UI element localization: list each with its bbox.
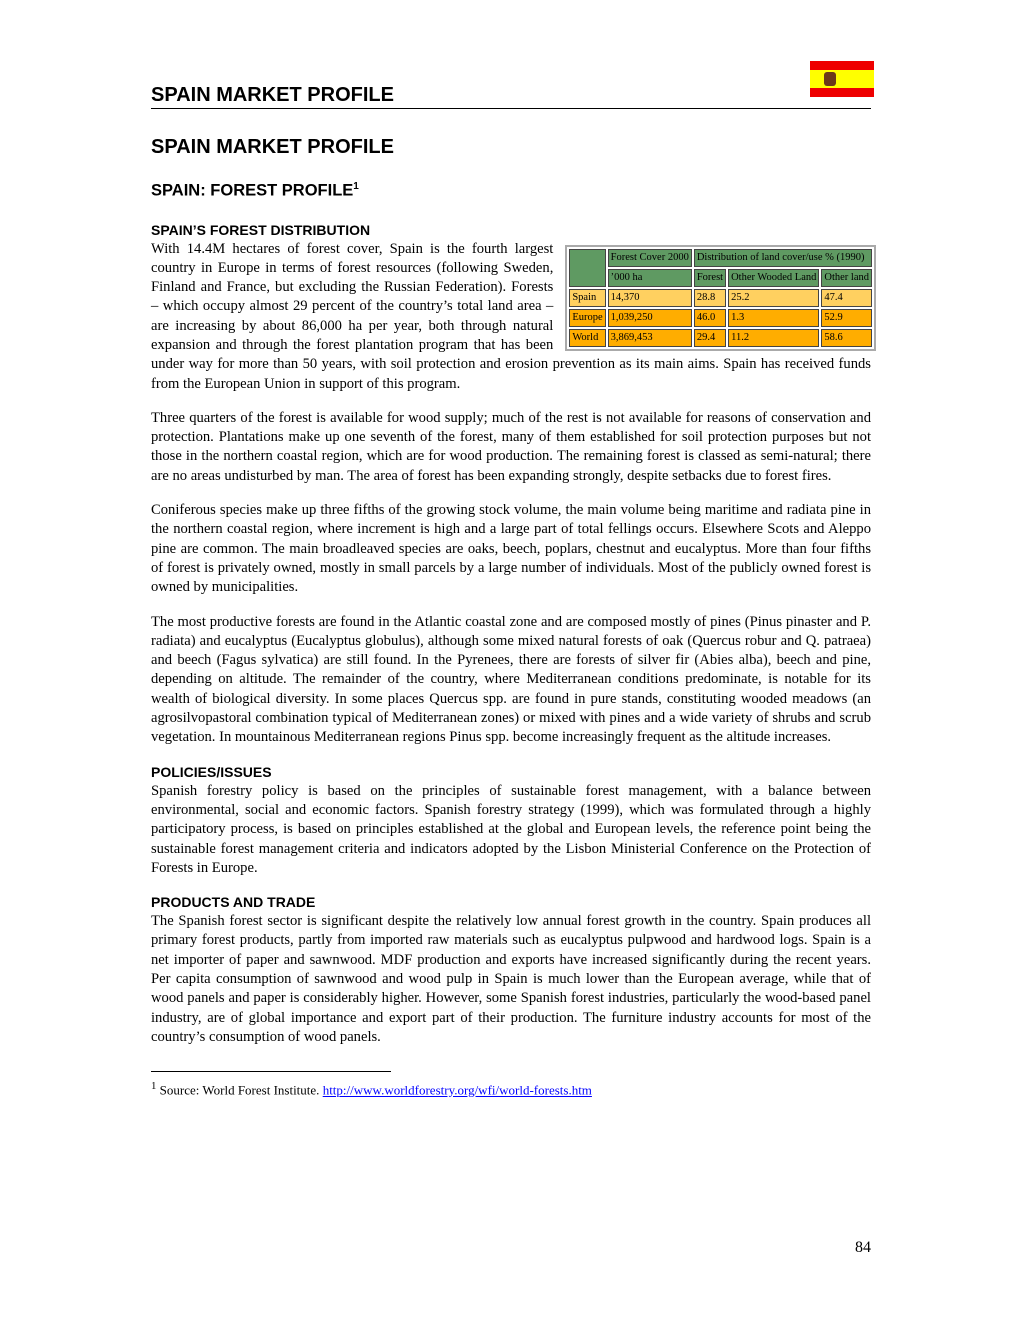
footnote-link[interactable]: http://www.worldforestry.org/wfi/world-forests.htm [322,1082,592,1098]
paragraph: With 14.4M hectares of forest cover, Spain is the fourth largest country in Europe in terms of forest resources (following Sweden, Finland and France, but excluding the Russian Federation). Forests – which occupy almost 29 percent of the country’s total land area – are increasing by about 86,000 ha per year, both through natural expansion and through the forest plantation program that has been under way for more than 50 years, with soil protection and erosion prevention as its main aims. Spain has received funds from the European Union in support of this program. [151,240,871,392]
forest-table [565,245,876,351]
table-row [569,289,872,307]
table-cell: 25.2 [728,289,819,307]
table-cell: 52.9 [821,309,872,327]
paragraph: Three quarters of the forest is available for wood supply; much of the rest is not available for reasons of conservation and protection. Plantations make up one seventh of the forest, many of them established for soil protection purposes but not those in the northern coastal region, which are for wood production. The remaining forest is classed as semi-natural; there are no areas undisturbed by man. The area of forest has been expanding strongly, despite setbacks due to forest fires. [151,409,871,484]
table-row [569,329,872,347]
distribution-heading: SPAIN’S FOREST DISTRIBUTION [151,221,371,238]
table-subheader: Other land [821,269,872,287]
products-heading: PRODUCTS AND TRADE [151,894,316,911]
table-cell: 58.6 [821,329,872,347]
footnote-divider [151,1071,391,1072]
table-corner [569,249,605,287]
table-cell: 47.4 [821,289,872,307]
table-row [569,309,872,327]
page-number: 84 [855,1239,871,1256]
table-cell: Spain [569,289,605,307]
table-subheader: ’000 ha [608,269,692,287]
header-title: SPAIN MARKET PROFILE [151,84,394,106]
table-cell: 1,039,250 [608,309,692,327]
table-cell: 29.4 [694,329,726,347]
table-cell: 46.0 [694,309,726,327]
page-title: SPAIN MARKET PROFILE [151,136,394,158]
paragraph: Spanish forestry policy is based on the principles of sustainable forest management, with a balance between environmental, social and economic factors. Spanish forestry strategy (1999), which was formulated through a highly participatory process, is based on principles established at the global and European levels, the reference point being the sustainable forest management criteria and indicators adopted by the Lisbon Ministerial Conference on the Protection of Forests in Europe. [151,782,871,876]
footnote-number: 1 [151,1080,157,1093]
paragraph: The most productive forests are found in the Atlantic coastal zone and are composed mostly of pines (Pinus pinaster and P. radiata) and eucalyptus (Eucalyptus globulus), although some mixed natural forests of oak (Quercus robur and Q. patraea) and beech (Fagus sylvatica) are still found. In the Pyrenees, there are forests of silver fir (Abies alba), beech and pine, depending on altitude. The remainder of the country, where Mediterranean conditions predominate, is notable for its wealth of biological diversity. In some places Quercus spp. are found in pure stands, constituting wooded meadows (an agrosilvopastoral combination typical of Mediterranean zones) or mixed with pines and a wide variety of shrubs and scrub vegetation. In mountainous Mediterranean regions Pinus spp. become increasingly frequent as the altitude increases. [151,613,871,746]
table-subheader: Other Wooded Land [728,269,819,287]
section-title: SPAIN: FOREST PROFILE$^1$ [151,181,359,200]
table-cell: 28.8 [694,289,726,307]
footnote-text: Source: World Forest Institute. [159,1082,323,1098]
table-cell: 1.3 [728,309,819,327]
table-cell: 14,370 [608,289,692,307]
spain-flag-icon [810,61,874,97]
table-cell: 11.2 [728,329,819,347]
table-cell: Europe [569,309,605,327]
paragraph: The Spanish forest sector is significant despite the relatively low annual forest growth in the country. Spain produces all primary forest products, partly from imported raw materials such as eucalyptus pulpwood and hardwood logs. Spain is a net importer of paper and sawnwood. MDF production and exports have increased significantly during the recent years. Per capita consumption of sawnwood and wood pulp in Spain is much lower than the European average, while that of wood panels and paper is considerably higher. However, some Spanish forest industries, particularly the wood-based panel industry, are of global importance and export part of their production. The furniture industry accounts for most of the country’s consumption of wood panels. [151,913,871,1045]
running-header [151,82,871,109]
footnote [151,1080,871,1098]
table-header: Distribution of land cover/use % (1990) [694,249,872,267]
policies-heading: POLICIES/ISSUES [151,763,272,780]
footnote-ref: 1 [353,181,359,192]
table-cell: World [569,329,605,347]
table-subheader: Forest [694,269,726,287]
table-cell: 3,869,453 [608,329,692,347]
table-header: Forest Cover 2000 [608,249,692,267]
paragraph: Coniferous species make up three fifths of the growing stock volume, the main volume being maritime and radiata pine in the northern coastal region, where increment is high and a large part of total fellings occurs. Elsewhere Scots and Aleppo pine are common. The main broadleaved species are oaks, beech, poplars, chestnut and eucalyptus. More than four fifths of forest is privately owned, mostly in small parcels by a large number of individuals. Most of the publicly owned forest is owned by municipalities. [151,502,871,596]
